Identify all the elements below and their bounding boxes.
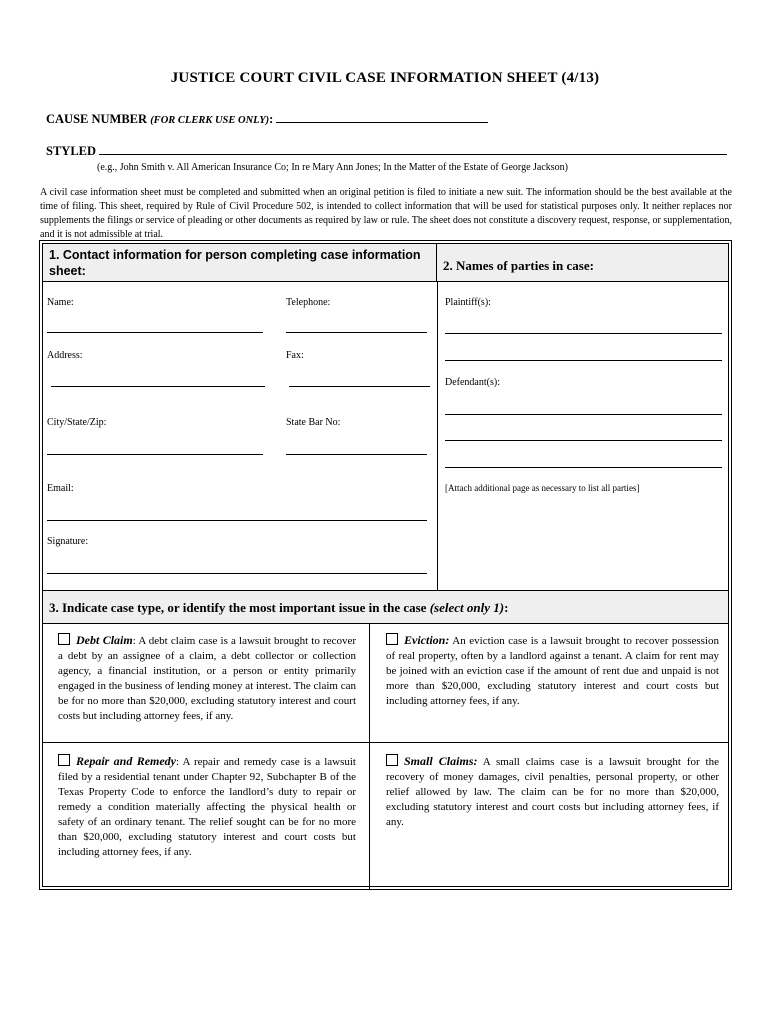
styled-field[interactable] [99, 144, 727, 155]
plaintiff-field-1[interactable] [445, 333, 722, 334]
debt-claim-checkbox[interactable] [58, 633, 70, 645]
city-state-zip-field[interactable] [47, 454, 263, 455]
plaintiffs-label: Plaintiff(s): [445, 297, 491, 308]
cause-number-field[interactable] [276, 112, 488, 123]
styled-example: (e.g., John Smith v. All American Insurance Co; In re Mary Ann Jones; In the Matter of the Estate of George Jackson) [97, 162, 569, 173]
small-claims-checkbox[interactable] [386, 754, 398, 766]
state-bar-field[interactable] [286, 454, 427, 455]
cause-number-label: CAUSE NUMBER [46, 112, 148, 126]
eviction-checkbox[interactable] [386, 633, 398, 645]
defendant-field-3[interactable] [445, 467, 722, 468]
defendant-field-1[interactable] [445, 414, 722, 415]
address-label: Address: [47, 350, 83, 361]
city-state-zip-label: City/State/Zip: [47, 417, 107, 428]
debt-claim-option[interactable]: Debt Claim: A debt claim case is a lawsuit brought to recover a debt by an assignee of a claim, a debt collector or collection agency, a financial institution, or a person or entity primarily engaged in the business of lending money at interest. The claim can be for no more than $20,000, excluding statutory interest and court costs but including attorney fees, if any. [58, 633, 356, 722]
email-label: Email: [47, 483, 74, 494]
defendants-label: Defendant(s): [445, 377, 500, 388]
email-field[interactable] [47, 520, 427, 521]
page-title: JUSTICE COURT CIVIL CASE INFORMATION SHEET (4/13) [170, 70, 600, 86]
defendant-field-2[interactable] [445, 440, 722, 441]
section3-header: 3. Indicate case type, or identify the most important issue in the case (select only 1): [43, 590, 728, 624]
repair-remedy-checkbox[interactable] [58, 754, 70, 766]
telephone-label: Telephone: [286, 297, 331, 308]
section2-header: 2. Names of parties in case: [437, 244, 728, 282]
fax-label: Fax: [286, 350, 304, 361]
signature-field[interactable] [47, 573, 427, 574]
section1-header: 1. Contact information for person completing case information sheet: [43, 244, 437, 282]
fax-field[interactable] [289, 386, 430, 387]
intro-paragraph: A civil case information sheet must be completed and submitted when an original petition is filed to initiate a new suit. The information should be the best available at the time of filing. This sheet, required by Rule of Civil Procedure 502, is intended to collect information that will be used for statistical purposes only. It neither replaces nor supplements the filings or service of pleading or other documents as required by law or rule. The sheet does not constitute a discovery request, response, or supplementation, and it is not admissible at trial. [40, 187, 732, 240]
signature-label: Signature: [47, 536, 89, 547]
styled-row [46, 144, 727, 159]
clerk-use-note: (FOR CLERK USE ONLY) [150, 115, 270, 126]
state-bar-label: State Bar No: [286, 417, 341, 428]
attach-note: [Attach additional page as necessary to list all parties] [445, 483, 640, 493]
eviction-option[interactable]: Eviction: An eviction case is a lawsuit brought to recover possession of real property, often by a landlord against a tenant. A claim for rent may be joined with an eviction case if the amount of rent due and unpaid is not more than $20,000, excluding statutory interest and court costs but including attorney fees, if any. [386, 633, 719, 707]
plaintiff-field-2[interactable] [445, 360, 722, 361]
cause-number-row: CAUSE NUMBER (FOR CLERK USE ONLY): [46, 112, 488, 127]
name-field[interactable] [47, 332, 263, 333]
telephone-field[interactable] [286, 332, 427, 333]
styled-label: STYLED [46, 144, 97, 158]
address-field[interactable] [51, 386, 265, 387]
repair-remedy-option[interactable]: Repair and Remedy: A repair and remedy case is a lawsuit filed by a residential tenant under Chapter 92, Subchapter B of the Texas Property Code to enforce the landlord’s duty to repair or remedy a condition materially affecting the physical health or safety of an ordinary tenant. The relief sought can be for no more than $20,000, excluding statutory interest and court costs but including attorney fees, if any. [58, 754, 356, 858]
case-information-form [39, 240, 732, 890]
small-claims-option[interactable]: Small Claims: A small claims case is a lawsuit brought for the recovery of money damages, civil penalties, personal property, or other relief allowed by law. The claim can be for no more than $20,000, excluding statutory interest and court costs but including attorney fees, if any. [386, 754, 719, 828]
name-label: Name: [47, 297, 74, 308]
